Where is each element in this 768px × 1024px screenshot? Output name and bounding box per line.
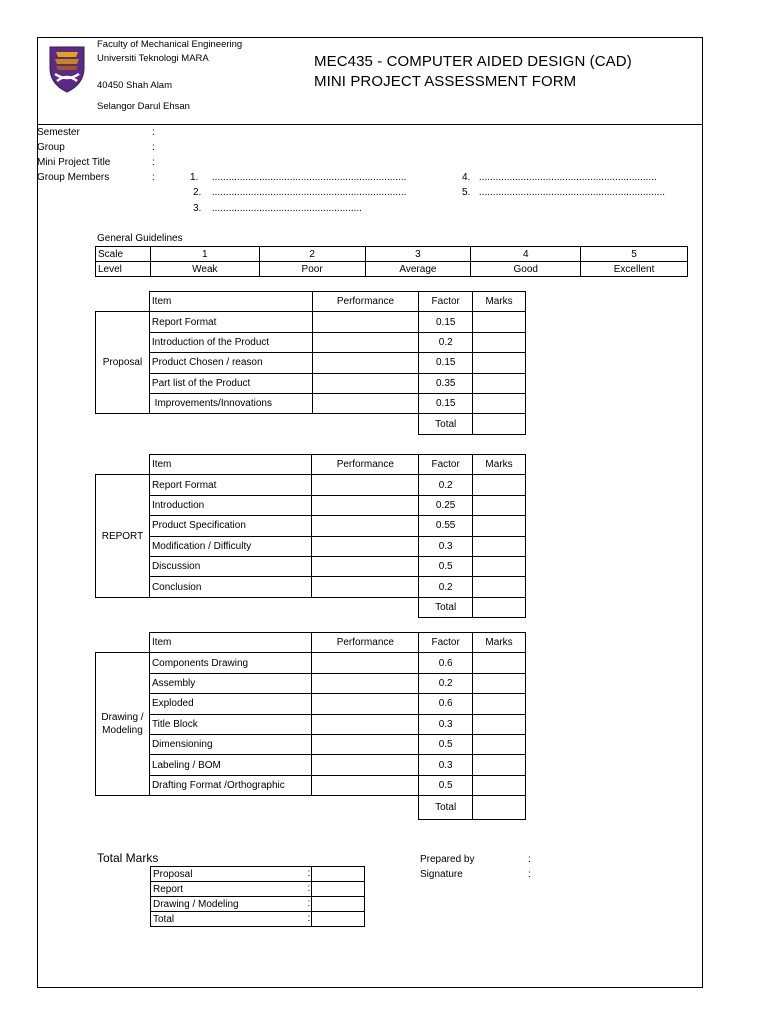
member-number: 4. [462, 172, 471, 183]
total-label: Total [419, 597, 473, 617]
marks-cell[interactable] [473, 516, 526, 536]
marks-cell[interactable] [473, 714, 526, 734]
item-cell: Introduction of the Product [149, 332, 312, 352]
institution-state: Selangor Darul Ehsan [97, 101, 190, 112]
table-row [96, 775, 526, 795]
total-marks-label: Total : [151, 912, 312, 927]
level-label: Level [96, 262, 151, 277]
member-2 [193, 185, 406, 200]
marks-cell[interactable] [473, 694, 526, 714]
marks-cell[interactable] [473, 475, 526, 495]
header-divider [37, 124, 703, 125]
performance-cell[interactable] [312, 312, 419, 332]
item-cell: Title Block [149, 714, 312, 734]
member-number: 1. [190, 172, 199, 183]
performance-cell[interactable] [312, 516, 419, 536]
total-marks-table [150, 866, 365, 927]
total-marks-label: Report : [151, 882, 312, 897]
factor-cell: 0.25 [419, 495, 473, 515]
item-cell: Drafting Format /Orthographic [149, 775, 312, 795]
table-row [96, 373, 526, 393]
colon: : [152, 157, 155, 168]
marks-cell[interactable] [473, 775, 526, 795]
colon: : [528, 854, 531, 865]
total-marks-value[interactable] [312, 882, 365, 897]
total-marks-cell[interactable] [473, 796, 526, 820]
level-cell: Weak [150, 262, 259, 277]
item-cell: Report Format [149, 475, 312, 495]
factor-cell: 0.3 [419, 755, 473, 775]
signoff-labels [420, 852, 474, 882]
colon: : [307, 868, 311, 879]
colon: : [152, 127, 155, 138]
performance-cell[interactable] [312, 373, 419, 393]
label-project-title: Mini Project Title [37, 157, 111, 168]
item-cell: Exploded [149, 694, 312, 714]
table-row [96, 653, 526, 673]
scale-label: Scale [96, 247, 151, 262]
total-row [96, 796, 526, 820]
total-row [96, 414, 526, 434]
factor-cell: 0.3 [419, 714, 473, 734]
level-cell: Average [365, 262, 471, 277]
table-header-row [96, 455, 526, 475]
prepared-by-label: Prepared by [420, 854, 475, 865]
info-colons [152, 125, 155, 185]
total-marks-value[interactable] [312, 897, 365, 912]
institution-university: Universiti Teknologi MARA [97, 53, 209, 64]
item-cell: Modification / Difficulty [149, 536, 312, 556]
factor-cell: 0.2 [419, 475, 473, 495]
institution-block [97, 38, 242, 113]
marks-cell[interactable] [473, 332, 526, 352]
item-cell: Labeling / BOM [149, 755, 312, 775]
item-cell: Report Format [149, 312, 312, 332]
performance-cell[interactable] [312, 673, 419, 693]
total-marks-cell[interactable] [473, 414, 526, 434]
marks-cell[interactable] [473, 673, 526, 693]
total-marks-row [151, 897, 365, 912]
factor-cell: 0.2 [419, 673, 473, 693]
total-marks-cell[interactable] [473, 597, 526, 617]
info-labels [37, 125, 110, 185]
performance-cell[interactable] [312, 536, 419, 556]
performance-cell[interactable] [312, 332, 419, 352]
performance-cell[interactable] [312, 475, 419, 495]
colon: : [307, 898, 311, 909]
total-marks-row [151, 912, 365, 927]
table-row [96, 714, 526, 734]
total-marks-title: Total Marks [97, 851, 159, 865]
col-item: Item [149, 633, 312, 653]
total-marks-value[interactable] [312, 867, 365, 882]
col-marks: Marks [473, 633, 526, 653]
total-marks-row [151, 867, 365, 882]
table-row [96, 673, 526, 693]
label-semester: Semester [37, 127, 80, 138]
member-line[interactable]: ...................................................................... [211, 172, 407, 183]
colon: : [307, 883, 311, 894]
member-line[interactable]: ................................................................ [478, 172, 657, 183]
total-label: Total [419, 414, 473, 434]
signature-label: Signature [420, 869, 463, 880]
performance-cell[interactable] [312, 714, 419, 734]
marks-cell[interactable] [473, 734, 526, 754]
colon: : [307, 913, 311, 924]
colon: : [528, 869, 531, 880]
table-row [96, 694, 526, 714]
level-cell: Poor [259, 262, 365, 277]
factor-cell: 0.6 [419, 694, 473, 714]
table-row [96, 755, 526, 775]
total-marks-value[interactable] [312, 912, 365, 927]
performance-cell[interactable] [312, 556, 419, 576]
table-row [96, 393, 526, 413]
level-row [96, 262, 688, 277]
performance-cell[interactable] [312, 577, 419, 597]
factor-cell: 0.15 [419, 312, 473, 332]
institution-faculty: Faculty of Mechanical Engineering [97, 39, 243, 50]
institution-address: 40450 Shah Alam [97, 80, 173, 91]
item-cell: Dimensioning [149, 734, 312, 754]
marks-cell[interactable] [473, 312, 526, 332]
member-4 [462, 170, 657, 185]
guidelines-title: General Guidelines [97, 233, 183, 244]
col-marks: Marks [473, 455, 526, 475]
uitm-crest-icon [46, 44, 88, 94]
scale-cell: 4 [471, 247, 581, 262]
form-title [314, 52, 632, 92]
item-cell: Product Chosen / reason [149, 353, 312, 373]
table-row [96, 516, 526, 536]
member-line[interactable]: ...................................................................... [211, 187, 407, 198]
label-group-members: Group Members [37, 172, 110, 183]
factor-cell: 0.3 [419, 536, 473, 556]
marks-cell[interactable] [473, 495, 526, 515]
title-line-2: MINI PROJECT ASSESSMENT FORM [314, 73, 577, 90]
marks-cell[interactable] [473, 755, 526, 775]
table-row [96, 312, 526, 332]
item-cell: Assembly [149, 673, 312, 693]
member-3 [193, 201, 362, 216]
col-item: Item [149, 292, 312, 312]
table-row [96, 556, 526, 576]
factor-cell: 0.6 [419, 653, 473, 673]
item-cell: Components Drawing [149, 653, 312, 673]
factor-cell: 0.2 [419, 332, 473, 352]
item-cell: Product Specification [149, 516, 312, 536]
marks-cell[interactable] [473, 556, 526, 576]
factor-cell: 0.5 [419, 775, 473, 795]
col-marks: Marks [473, 292, 526, 312]
colon: : [152, 172, 155, 183]
factor-cell: 0.15 [419, 353, 473, 373]
col-item: Item [149, 455, 312, 475]
item-cell: Introduction [149, 495, 312, 515]
scale-cell: 1 [150, 247, 259, 262]
performance-cell[interactable] [312, 653, 419, 673]
item-cell: Part list of the Product [149, 373, 312, 393]
section-label-drawing [96, 653, 150, 796]
member-1 [190, 170, 406, 185]
factor-cell: 0.2 [419, 577, 473, 597]
table-row [96, 734, 526, 754]
section-label-line-1: Drawing / [101, 712, 144, 724]
factor-cell: 0.15 [419, 393, 473, 413]
col-factor: Factor [419, 292, 473, 312]
col-performance: Performance [312, 633, 419, 653]
performance-cell[interactable] [312, 734, 419, 754]
colon: : [152, 142, 155, 153]
performance-cell[interactable] [312, 393, 419, 413]
level-cell: Excellent [581, 262, 688, 277]
drawing-table [95, 632, 526, 820]
table-row [96, 577, 526, 597]
table-row [96, 475, 526, 495]
total-label: Total [419, 796, 473, 820]
table-header-row [96, 292, 526, 312]
factor-cell: 0.35 [419, 373, 473, 393]
proposal-table [95, 291, 526, 435]
report-table [95, 454, 526, 618]
label-group: Group [37, 142, 65, 153]
member-5 [462, 185, 665, 200]
performance-cell[interactable] [312, 353, 419, 373]
marks-cell[interactable] [473, 577, 526, 597]
marks-cell[interactable] [473, 373, 526, 393]
table-header-row [96, 633, 526, 653]
item-cell: Discussion [149, 556, 312, 576]
table-row [96, 353, 526, 373]
member-line[interactable]: ................................................................... [478, 187, 666, 198]
total-marks-label: Drawing / Modeling : [151, 897, 312, 912]
scale-row [96, 247, 688, 262]
total-row [96, 597, 526, 617]
col-performance: Performance [312, 455, 419, 475]
section-label-line-2: Modeling [102, 725, 143, 737]
total-marks-label: Proposal : [151, 867, 312, 882]
col-factor: Factor [419, 633, 473, 653]
guidelines-table [95, 246, 688, 277]
title-line-1: MEC435 - COMPUTER AIDED DESIGN (CAD) [314, 53, 632, 70]
member-number: 5. [462, 187, 471, 198]
table-row [96, 332, 526, 352]
marks-cell[interactable] [473, 653, 526, 673]
member-line[interactable]: ...................................................... [211, 203, 362, 214]
marks-cell[interactable] [473, 393, 526, 413]
performance-cell[interactable] [312, 495, 419, 515]
section-label-proposal: Proposal [96, 312, 150, 414]
member-number: 2. [193, 187, 202, 198]
table-row [96, 495, 526, 515]
scale-cell: 5 [581, 247, 688, 262]
signoff-colons [528, 852, 531, 882]
col-factor: Factor [419, 455, 473, 475]
total-marks-row [151, 882, 365, 897]
section-label-report: REPORT [96, 475, 150, 597]
member-number: 3. [193, 203, 202, 214]
scale-cell: 2 [259, 247, 365, 262]
marks-cell[interactable] [473, 536, 526, 556]
scale-cell: 3 [365, 247, 471, 262]
item-cell: Conclusion [149, 577, 312, 597]
performance-cell[interactable] [312, 775, 419, 795]
table-row [96, 536, 526, 556]
performance-cell[interactable] [312, 755, 419, 775]
marks-cell[interactable] [473, 353, 526, 373]
level-cell: Good [471, 262, 581, 277]
col-performance: Performance [312, 292, 419, 312]
factor-cell: 0.5 [419, 556, 473, 576]
factor-cell: 0.5 [419, 734, 473, 754]
factor-cell: 0.55 [419, 516, 473, 536]
performance-cell[interactable] [312, 694, 419, 714]
item-cell: Improvements/Innovations [149, 393, 312, 413]
